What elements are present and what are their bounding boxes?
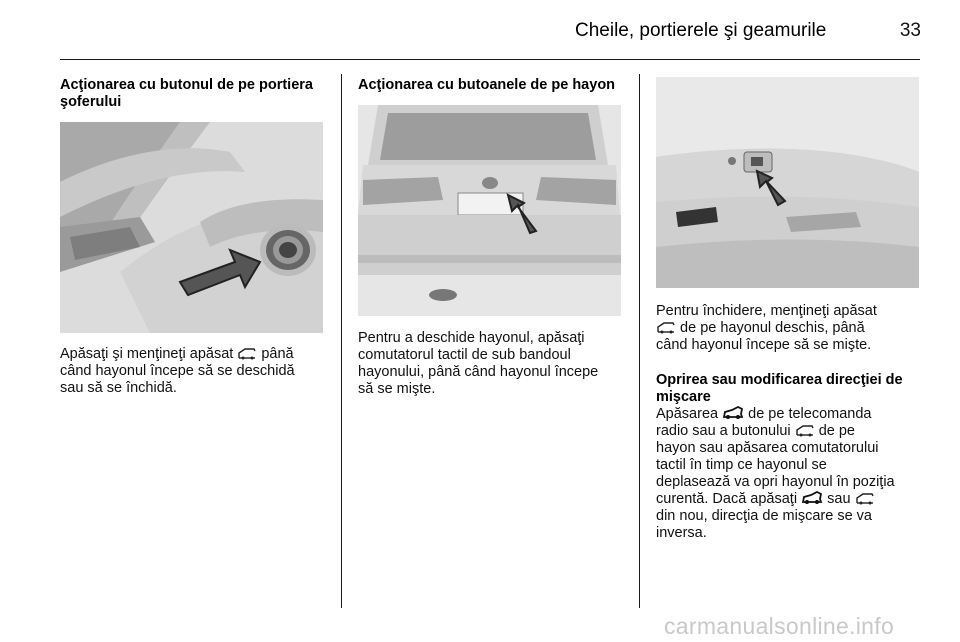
section-heading-driver-door: Acţionarea cu butonul de pe portiera şoferului: [60, 77, 313, 110]
header-divider: [60, 59, 920, 60]
paragraph-driver-door: Apăsaţi şi menţineţi apăsat până când hayonul începe să se deschidă sau să se închidă.: [60, 346, 295, 396]
car-open-tailgate-icon: [722, 406, 744, 420]
driver-door-button-figure: [60, 122, 323, 333]
tailgate-icon: [855, 492, 875, 505]
section-heading-tailgate-buttons: Acţionarea cu butoanele de pe hayon: [358, 77, 616, 93]
tailgate-icon: [795, 424, 815, 437]
paragraph-stop-direction: Apăsarea de pe telecomanda radio sau a butonului de pe hayon sau apăsarea comutatorului tactil în timp ce hayonul se deplasează va opri hayonul în poziţia curentă. Dacă apăsaţi sau din nou, direcţia de mişcare se va inversa.: [656, 406, 895, 541]
paragraph-tailgate-close: Pentru închidere, menţineţi apăsat de pe hayonul deschis, până când hayonul începe să se mişte.: [656, 303, 877, 353]
page-number: 33: [899, 20, 921, 41]
car-open-tailgate-icon: [801, 491, 823, 505]
paragraph-tailgate-open: Pentru a deschide hayonul, apăsaţi comutatorul tactil de sub bandoul hayonului, până când hayonul începe să se mişte.: [358, 330, 599, 397]
tailgate-icon: [237, 347, 257, 360]
section-heading-stop-direction: Oprirea sau modificarea direcţiei de mişcare: [656, 372, 903, 405]
column-divider-left: [341, 74, 342, 608]
tailgate-rear-figure: [358, 105, 621, 316]
column-divider-right: [639, 74, 640, 608]
watermark: carmanualsonline.info: [664, 613, 895, 639]
page-header-title: Cheile, portierele şi geamurile: [575, 20, 827, 41]
tailgate-inner-button-figure: [656, 77, 919, 288]
tailgate-icon: [656, 321, 676, 334]
